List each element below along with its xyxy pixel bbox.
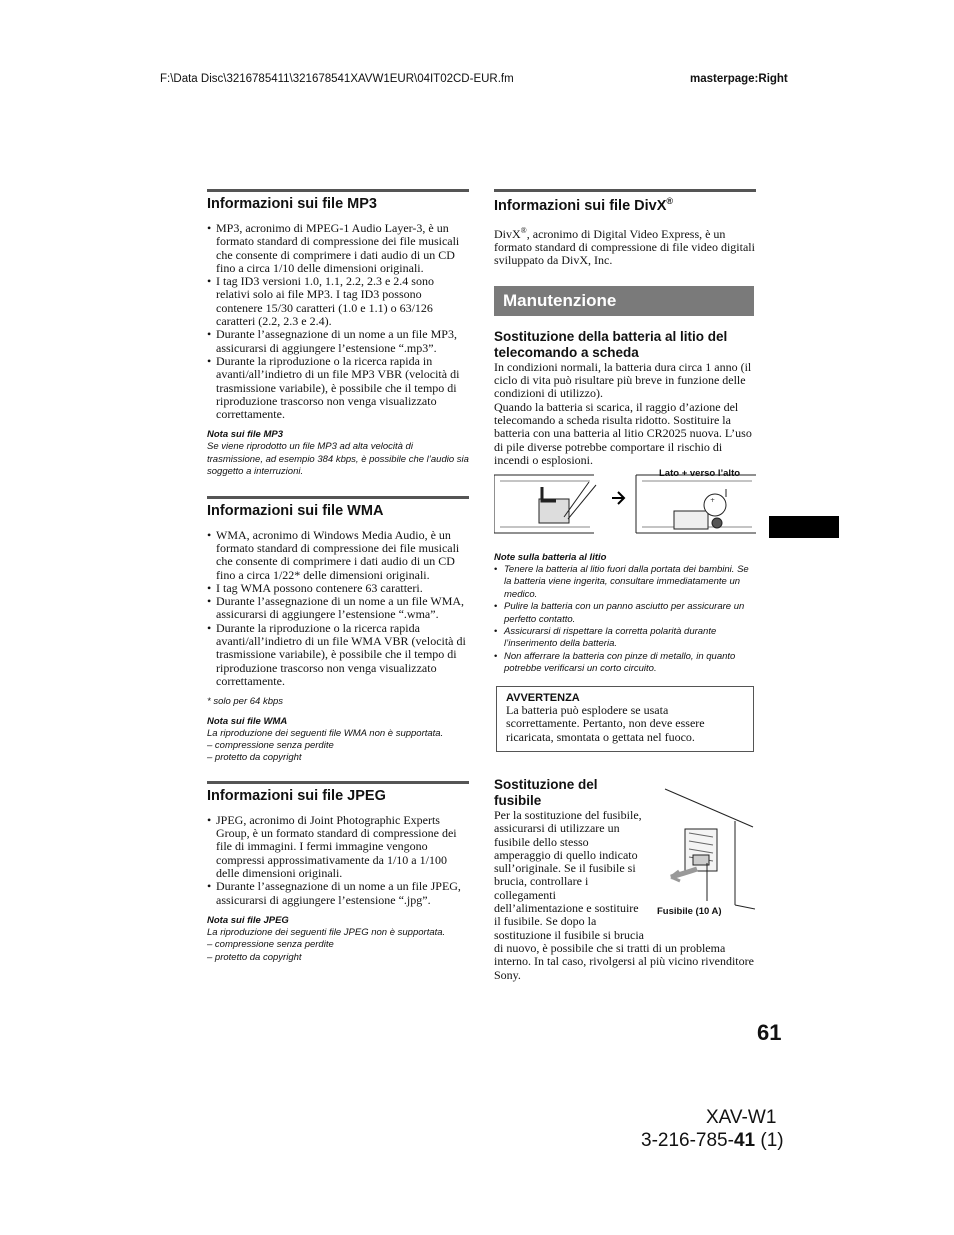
- mp3-bullets: [207, 222, 469, 421]
- battery-replacement-illustration: [494, 467, 756, 547]
- fuse-line: dell’alimentazione e sostituire: [494, 901, 639, 916]
- fuse-line: collegamenti: [494, 887, 556, 902]
- list-item: • I tag ID3 versioni 1.0, 1.1, 2.2, 2.3 e 2.4 sono relativi solo ai file MP3. I tag ID3 possono contenere 15/30 caratteri (1.0 e 1.1) o 63/126 caratteri (2.2, 2.3 e 2.4).: [207, 275, 469, 328]
- list-item: • Tenere la batteria al litio fuori dalla portata dei bambini. Se la batteria viene ingerita, consultare immediatamente un medico.: [494, 564, 756, 601]
- jpeg-note-title: Nota sui file JPEG: [207, 914, 289, 926]
- arrow-right-icon: [612, 492, 624, 504]
- list-item: • MP3, acronimo di MPEG-1 Audio Layer-3, è un formato standard di compressione dei file musicali che consente di comprimere i dati audio di un CD fino a circa 1/10 delle dimensioni originali.: [207, 222, 469, 275]
- battery-figure: [494, 467, 756, 547]
- right-column: [494, 189, 756, 467]
- svg-text:+: +: [710, 497, 716, 504]
- model-name: XAV-W1: [706, 1107, 777, 1128]
- jpeg-note-line: – compressione senza perdite: [207, 939, 334, 951]
- list-item: • Durante l’assegnazione di un nome a un file JPEG, assicurarsi di aggiungere l’estensione “.jpg”.: [207, 880, 469, 907]
- fuse-paragraph-end: di nuovo, è possibile che si tratti di un problema interno. In tal caso, rivolgersi al più vicino rivenditore Sony.: [494, 940, 754, 982]
- divx-heading-text: Informazioni sui file DivX: [494, 197, 667, 214]
- fuse-label: Fusibile (10 A): [657, 906, 722, 917]
- divx-registered-mark: ®: [520, 225, 527, 235]
- fuse-line: amperaggio di quello indicato: [494, 847, 638, 862]
- jpeg-bullets: [207, 814, 469, 907]
- file-path: F:\Data Disc\3216785411\321678541XAVW1EUR\04IT02CD-EUR.fm: [160, 73, 514, 85]
- divx-heading: [494, 189, 756, 214]
- divx-section: [494, 189, 756, 268]
- list-item: • WMA, acronimo di Windows Media Audio, è un formato standard di compressione dei file musicali che consente di comprimere i dati audio di un CD fino a circa 1/22* delle dimensioni originali.: [207, 529, 469, 582]
- page-number: 61: [757, 1020, 782, 1045]
- list-item: • Durante la riproduzione o la ricerca rapida avanti/all’indietro di un file WMA VBR (velocità di trasmissione variabile), è possibile che il tempo di riproduzione trascorso non venga visualizzato correttamente.: [207, 622, 469, 688]
- left-column: [207, 189, 469, 964]
- fuse-line: sostituzione il fusibile si brucia: [494, 927, 644, 942]
- part-code-bold: 41: [733, 1130, 756, 1151]
- wma-heading: Informazioni sui file WMA: [207, 496, 469, 519]
- fuse-line: Per la sostituzione del fusibile,: [494, 808, 642, 822]
- wma-note-line: – compressione senza perdite: [207, 740, 334, 752]
- wma-note-title: Nota sui file WMA: [207, 715, 288, 727]
- jpeg-note-line: – protetto da copyright: [207, 951, 302, 963]
- list-item: • Durante la riproduzione o la ricerca rapida in avanti/all’indietro di un file MP3 VBR (velocità di trasmissione variabile), è possibile che il tempo di riproduzione trascorso non venga visualizzato correttamente.: [207, 355, 469, 421]
- battery-notes: [494, 552, 756, 676]
- fuse-figure: [655, 785, 755, 921]
- divx-word: DivX: [494, 226, 521, 241]
- fuse-line: sull’originale. Se il fusibile si: [494, 861, 636, 876]
- mp3-note-text: Se viene riprodotto un file MP3 ad alta velocità di trasmissione, ad esempio 384 kbps, è possibile che l’audio sia soggetto a interruzioni.: [207, 441, 469, 478]
- list-item: • Assicurarsi di rispettare la corretta polarità durante l’inserimento della batteria.: [494, 626, 756, 651]
- list-item: • Pulire la batteria con un panno asciutto per assicurare un perfetto contatto.: [494, 601, 756, 626]
- wma-footnote: * solo per 64 kbps: [207, 696, 284, 708]
- part-code-prefix: 3-216-785-: [641, 1130, 734, 1151]
- mp3-heading: Informazioni sui file MP3: [207, 189, 469, 212]
- battery-paragraph-1: In condizioni normali, la batteria dura circa 1 anno (il ciclo di vita può risultare più breve in funzione delle condizioni di utilizzo).: [494, 359, 752, 401]
- battery-heading: Sostituzione della batteria al litio del telecomando a scheda: [494, 328, 728, 360]
- part-code: [641, 1130, 784, 1152]
- wma-note-line: La riproduzione dei seguenti file WMA non è supportata.: [207, 727, 444, 739]
- section-tab-marker: [769, 516, 839, 538]
- list-item: • I tag WMA possono contenere 63 caratteri.: [207, 582, 469, 595]
- jpeg-note-line: La riproduzione dei seguenti file JPEG non è supportata.: [207, 926, 446, 938]
- wma-section: [207, 496, 469, 765]
- divx-text: , acronimo di Digital Video Express, è un formato standard di compressione di file video digitali sviluppato da DivX, Inc.: [494, 226, 755, 268]
- warning-box: [496, 686, 754, 752]
- jpeg-heading: Informazioni sui file JPEG: [207, 781, 469, 804]
- jpeg-section: [207, 781, 469, 964]
- battery-paragraph-2: Quando la batteria si scarica, il raggio d’azione del telecomando a scheda risulta ridotto. Sostituire la batteria con una batteria al litio CR2025 nuova. L’uso di pile diverse potrebbe comportare il rischio di incendi o esplosioni.: [494, 399, 752, 467]
- warning-text: La batteria può esplodere se usata scorrettamente. Pertanto, non deve essere ricaricata, smontata o gettata nel fuoco.: [506, 703, 705, 744]
- divx-paragraph: [494, 224, 756, 268]
- list-item: • JPEG, acronimo di Joint Photographic Experts Group, è un formato standard di compressione dei file di immagini. I fermi immagine vengono compressi approssimativamente da 1/10 a 1/100 delle dimensioni originali.: [207, 814, 469, 880]
- wma-bullets: [207, 529, 469, 689]
- fuse-lines: [494, 809, 654, 942]
- fuse-line: brucia, controllare i: [494, 874, 589, 889]
- warning-title: AVVERTENZA: [506, 692, 580, 704]
- fuse-line: fusibile dello stesso: [494, 834, 589, 849]
- list-item: • Durante l’assegnazione di un nome a un file WMA, assicurarsi di aggiungere l’estensione “.wma”.: [207, 595, 469, 622]
- polarity-label: Lato + verso l’alto: [659, 468, 741, 479]
- mp3-section: [207, 189, 469, 479]
- maintenance-banner: Manutenzione: [494, 286, 754, 316]
- fuse-illustration: [655, 785, 755, 921]
- registered-mark: ®: [666, 196, 674, 206]
- battery-notes-title: Note sulla batteria al litio: [494, 552, 607, 563]
- battery-notes-list: [494, 564, 756, 676]
- fuse-heading: Sostituzione del fusibile: [494, 777, 598, 808]
- fuse-line: assicurarsi di utilizzare un: [494, 821, 620, 836]
- masterpage-label: masterpage:Right: [690, 73, 788, 85]
- list-item: • Durante l’assegnazione di un nome a un file MP3, assicurarsi di aggiungere l’estensione “.mp3”.: [207, 328, 469, 355]
- mp3-note-title: Nota sui file MP3: [207, 429, 284, 441]
- list-item: • Non afferrare la batteria con pinze di metallo, in quanto potrebbe verificarsi un corto circuito.: [494, 651, 756, 676]
- part-code-suffix: (1): [755, 1130, 784, 1151]
- fuse-line: il fusibile. Se dopo la: [494, 914, 597, 929]
- wma-note-line: – protetto da copyright: [207, 752, 302, 764]
